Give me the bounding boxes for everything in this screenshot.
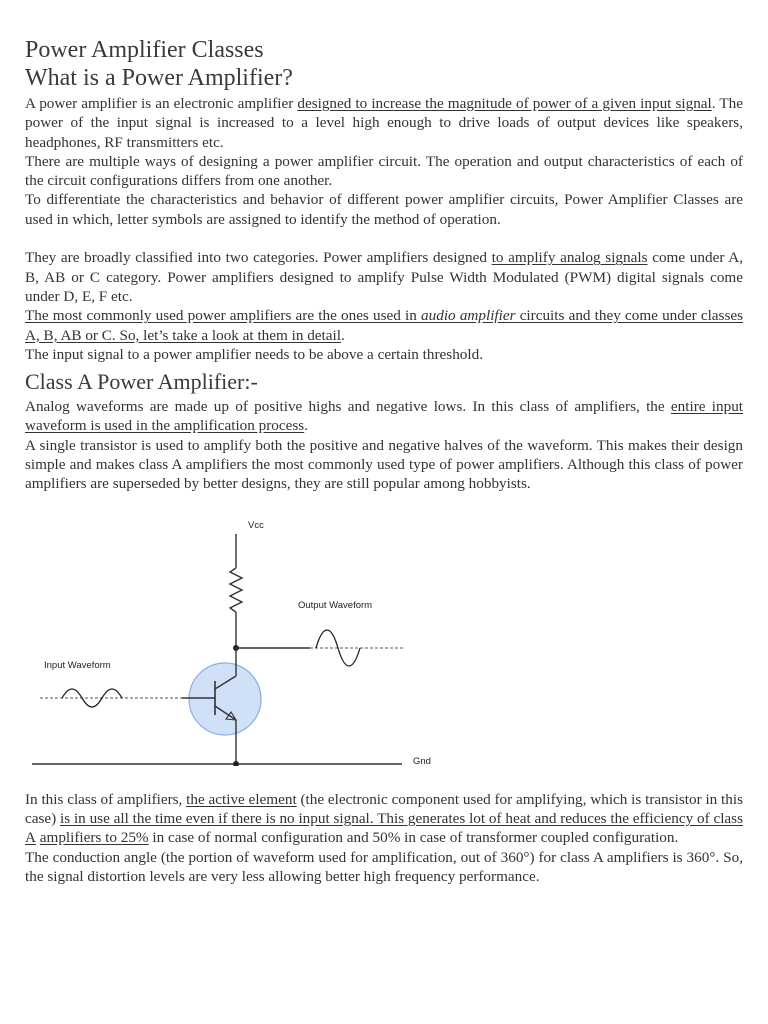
intro-paragraph-5 <box>25 306 743 345</box>
underlined-text: The most commonly used power amplifiers are the ones used in <box>25 307 422 325</box>
circuit-svg <box>32 516 452 766</box>
class-a-circuit-diagram <box>32 516 452 766</box>
gnd-label: Gnd <box>413 755 431 767</box>
resistor-icon <box>230 568 242 612</box>
intro-paragraph-2: There are multiple ways of designing a power amplifier circuit. The operation and output characteristics of each of the circuit configurations differs from one another. <box>25 152 743 190</box>
class-a-paragraph-1 <box>25 397 743 436</box>
underlined-text: circuits and they come under classes A, B, AB or C. So, let’s take a look at them in detail <box>25 307 744 344</box>
underlined-italic-text: audio amplifier <box>421 307 516 325</box>
text-run: They are broadly classified into two categories. Power amplifiers designed <box>25 249 492 267</box>
class-a-paragraph-3 <box>25 790 743 848</box>
text-run: . <box>304 417 309 435</box>
class-a-paragraph-4: The conduction angle (the portion of waveform used for amplification, out of 360°) for class A amplifiers is 360°. So, the signal distortion levels are very less allowing better high frequency performance. <box>25 848 743 885</box>
underlined-text: designed to increase the magnitude of power of a given input signal <box>297 95 712 112</box>
transistor-icon <box>189 663 261 735</box>
text-run: In this class of amplifiers, <box>25 790 187 808</box>
text-run: . <box>340 326 345 344</box>
intro-paragraph-1 <box>25 94 743 152</box>
text-run: in case of normal configuration and 50% in case of transformer coupled configuration. <box>148 829 679 847</box>
class-a-paragraph-2: A single transistor is used to amplify both the positive and negative halves of the waveform. This makes their design simple and makes class A amplifiers the most commonly used type of power amplifiers. Although this class of power amplifiers are superseded by better designs, they are still popular among hobbyists. <box>25 436 743 493</box>
blank-line <box>25 229 743 248</box>
intro-paragraph-3: To differentiate the characteristics and behavior of different power amplifier circuits, Power Amplifier Classes are used in which, letter symbols are assigned to identify the method of operation. <box>25 191 743 228</box>
ground-node <box>233 761 239 766</box>
underlined-text: the active element <box>186 790 297 808</box>
underlined-text: is in use all the time even if there is no input signal. This generates lot of heat and reduces the efficiency of class A <box>25 809 743 847</box>
text-run: A power amplifier is an electronic amplifier <box>25 95 298 112</box>
text-run: come under A, B, AB or C category. Power amplifiers designed to amplify Pulse Width Modulated (PWM) digital signals come under D, E, F etc. <box>25 249 744 305</box>
document-title: Power Amplifier Classes <box>25 37 264 63</box>
underlined-text: amplifiers to 25% <box>39 829 149 847</box>
section-heading-what-is: What is a Power Amplifier? <box>25 65 293 91</box>
input-waveform-label: Input Waveform <box>44 659 111 671</box>
output-waveform-label: Output Waveform <box>298 599 373 611</box>
vcc-label: Vcc <box>248 519 264 531</box>
text-run: . The power of the input signal is increased to a level high enough to drive loads of output devices like speakers, headphones, RF transmitters etc. <box>25 95 743 151</box>
underlined-text: to amplify analog signals <box>491 249 648 267</box>
intro-paragraph-4 <box>25 248 743 306</box>
text-run: Analog waveforms are made up of positive highs and negative lows. In this class of amplifiers, the <box>25 398 671 416</box>
section-heading-class-a: Class A Power Amplifier:- <box>25 369 258 395</box>
text-run: (the electronic component used for amplifying, which is transistor in this case) <box>25 790 744 827</box>
document-page <box>25 36 743 886</box>
intro-paragraph-6: The input signal to a power amplifier needs to be above a certain threshold. <box>25 345 484 363</box>
underlined-text: entire input waveform is used in the amplification process <box>25 398 744 435</box>
